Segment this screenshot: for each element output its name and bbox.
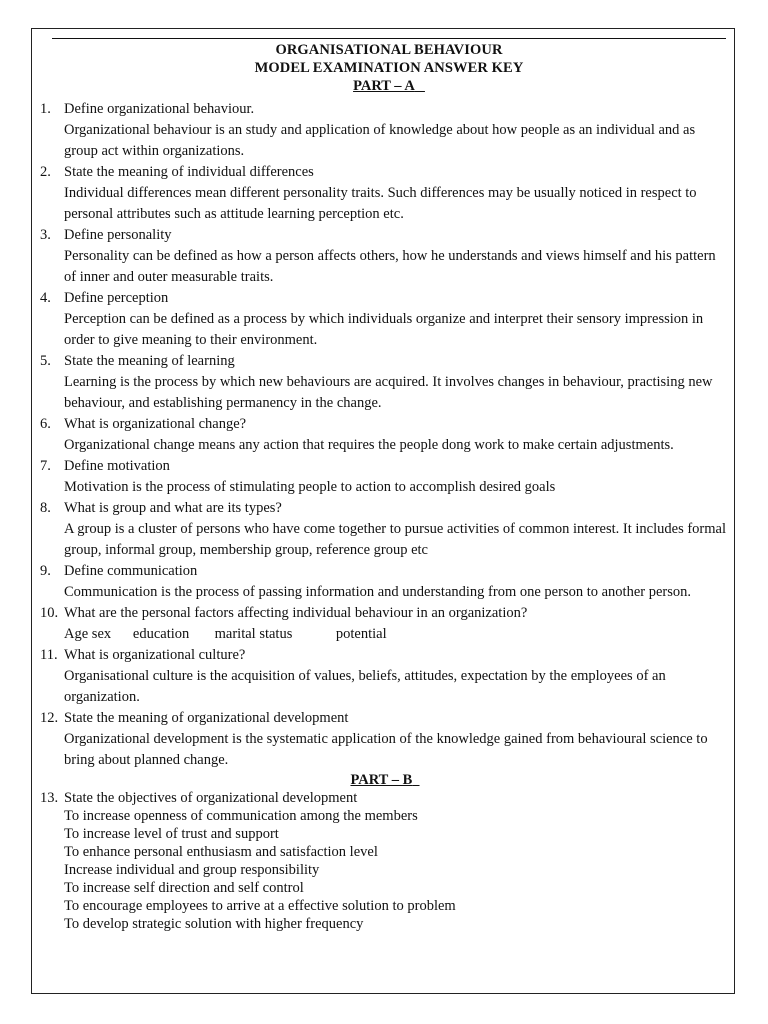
question-text: What is organizational change?: [64, 416, 247, 432]
answer-text: Organisational culture is the acquisition of values, beliefs, attitudes, expectation by the employees of an organization.: [64, 668, 666, 705]
answer-text: Organizational behaviour is an study and application of knowledge about how people as an individual and as group act within organizations.: [64, 122, 696, 159]
question-1: 1. Define organizational behaviour. Organizational behaviour is an study and application of knowledge about how people as an individual and as group act within organizations.: [40, 99, 730, 162]
answer-text: Motivation is the process of stimulating people to action to accomplish desired goals: [64, 479, 556, 495]
part-a-heading: PART – A: [353, 78, 415, 94]
question-9: 9. Define communication Communication is the process of passing information and understanding from one person to another person.: [40, 561, 730, 603]
question-text: Define personality: [64, 227, 172, 243]
question-7: 7. Define motivation Motivation is the process of stimulating people to action to accomplish desired goals: [40, 456, 730, 498]
question-text: Define perception: [64, 290, 169, 306]
question-text: Define communication: [64, 563, 198, 579]
answer-text: Individual differences mean different personality traits. Such differences may be usually noticed in respect to personal attributes such as attitude learning perception etc.: [64, 185, 697, 222]
question-2: 2. State the meaning of individual differences Individual differences mean different personality traits. Such differences may be usually noticed in respect to personal attributes such as attitude learning perception etc.: [40, 162, 730, 225]
question-text: What is group and what are its types?: [64, 500, 282, 516]
objective-item: To increase self direction and self control: [64, 880, 304, 896]
factor-item: sex: [91, 626, 112, 642]
answer-text: Organizational change means any action that requires the people dong work to make certain adjustments.: [64, 437, 674, 453]
part-b-heading: PART – B: [350, 772, 413, 788]
factor-item: marital status: [214, 626, 293, 642]
answer-text: Learning is the process by which new behaviours are acquired. It involves changes in behaviour, practising new behaviour, and establishing permanency in the change.: [64, 374, 713, 411]
question-10: 10. What are the personal factors affecting individual behaviour in an organization? Age sex education marital status potential: [40, 603, 730, 645]
top-rule: [52, 38, 726, 39]
answer-text: A group is a cluster of persons who have come together to pursue activities of common interest. It includes formal group, informal group, membership group, reference group etc: [64, 521, 726, 558]
answer-text: Organizational development is the systematic application of the knowledge gained from behavioural science to bring about planned change.: [64, 731, 708, 768]
answer-text: Communication is the process of passing information and understanding from one person to another person.: [64, 584, 691, 600]
factor-item: Age: [64, 626, 89, 642]
factor-item: education: [132, 626, 190, 642]
answer-text: Perception can be defined as a process by which individuals organize and interpret their sensory impression in order to give meaning to their environment.: [64, 311, 704, 348]
question-4: 4. Define perception Perception can be defined as a process by which individuals organize and interpret their sensory impression in order to give meaning to their environment.: [40, 288, 730, 351]
objective-list: [40, 807, 730, 933]
factor-list: [40, 624, 730, 645]
question-11: 11. What is organizational culture? Organisational culture is the acquisition of values, beliefs, attitudes, expectation by the employees of an organization.: [40, 645, 730, 708]
answer-text: Personality can be defined as how a person affects others, how he understands and views himself and his pattern of inner and outer measurable traits.: [64, 248, 716, 285]
title-line-1: ORGANISATIONAL BEHAVIOUR: [275, 42, 503, 58]
objective-item: To enhance personal enthusiasm and satisfaction level: [64, 844, 378, 860]
question-8: 8. What is group and what are its types? A group is a cluster of persons who have come together to pursue activities of common interest. It includes formal group, informal group, membership group, reference group etc: [40, 498, 730, 561]
title-line-2: MODEL EXAMINATION ANSWER KEY: [254, 60, 524, 76]
document-header: [52, 41, 726, 95]
factor-item: potential: [335, 626, 387, 642]
question-6: 6. What is organizational change? Organizational change means any action that requires the people dong work to make certain adjustments.: [40, 414, 730, 456]
question-text: State the meaning of learning: [64, 353, 235, 369]
answer-key-content: [40, 99, 730, 933]
question-text: Define organizational behaviour.: [64, 101, 255, 117]
question-5: 5. State the meaning of learning Learning is the process by which new behaviours are acquired. It involves changes in behaviour, practising new behaviour, and establishing permanency in the change.: [40, 351, 730, 414]
question-text: What is organizational culture?: [64, 647, 246, 663]
question-3: 3. Define personality Personality can be defined as how a person affects others, how he understands and views himself and his pattern of inner and outer measurable traits.: [40, 225, 730, 288]
objective-item: To increase level of trust and support: [64, 826, 279, 842]
question-text: State the meaning of organizational development: [64, 710, 349, 726]
objective-item: To encourage employees to arrive at a effective solution to problem: [64, 898, 456, 914]
objective-item: To develop strategic solution with higher frequency: [64, 916, 364, 932]
question-text: What are the personal factors affecting individual behaviour in an organization?: [64, 605, 528, 621]
question-text: Define motivation: [64, 458, 170, 474]
question-13: 13. State the objectives of organizational development To increase openness of communication among the members To increase level of trust and support To enhance personal enthusiasm and satisfaction level Increase individual and group responsibility To increase self direction and self control To encourage employees to arrive at a effective solution to problem To develop strategic solution with higher frequency: [40, 789, 730, 933]
question-12: 12. State the meaning of organizational development Organizational development is the systematic application of the knowledge gained from behavioural science to bring about planned change.: [40, 708, 730, 771]
question-text: State the meaning of individual differences: [64, 164, 314, 180]
objective-item: To increase openness of communication among the members: [64, 808, 418, 824]
question-text: State the objectives of organizational development: [64, 790, 358, 806]
objective-item: Increase individual and group responsibility: [64, 862, 320, 878]
